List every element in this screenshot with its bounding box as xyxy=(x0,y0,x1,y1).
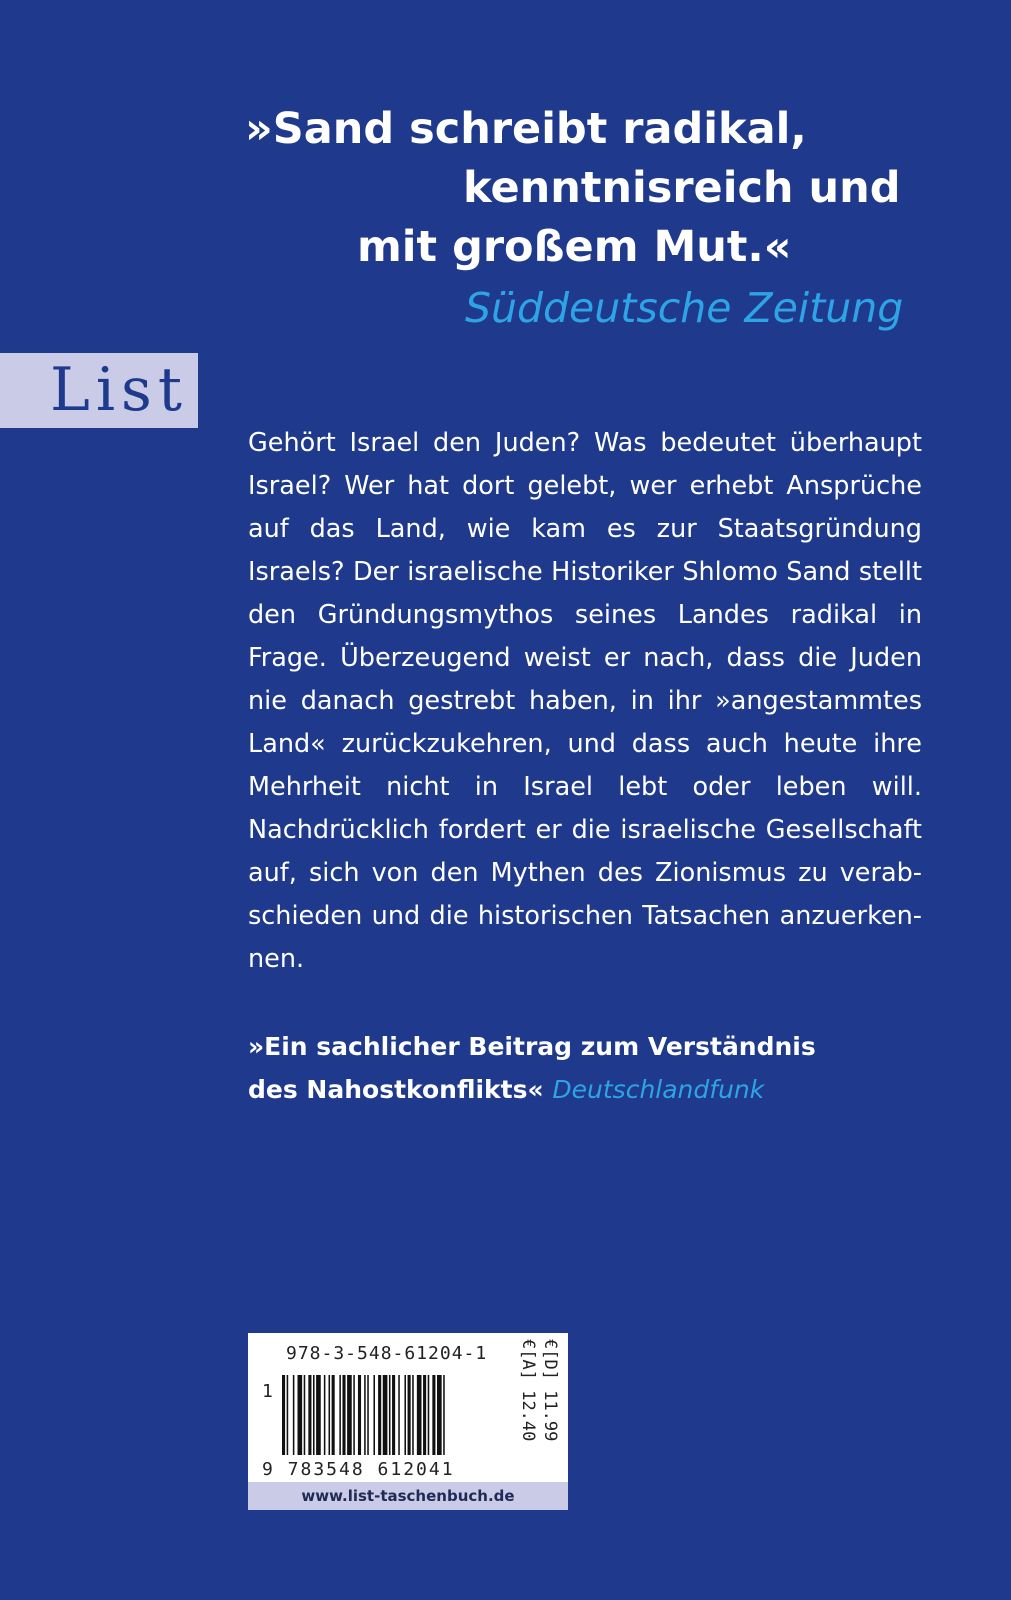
praise-line-2-text: des Nahostkonflikts« xyxy=(248,1075,544,1104)
barcode-bar xyxy=(304,1375,306,1455)
blurb-line: Nachdrücklich fordert er die israelische Gesellschaft xyxy=(248,815,922,845)
barcode-bar xyxy=(324,1375,326,1455)
barcode-bar xyxy=(347,1375,352,1455)
barcode-bar xyxy=(313,1375,315,1455)
barcode-bar xyxy=(392,1375,395,1455)
barcode-bar xyxy=(367,1375,369,1455)
price-at xyxy=(517,1339,539,1469)
barcode-bar xyxy=(308,1375,311,1455)
barcode-bar xyxy=(443,1375,445,1455)
barcode-bar xyxy=(398,1375,400,1455)
quote-line-1: »Sand schreibt radikal, xyxy=(245,104,807,154)
blurb-line: Israel? Wer hat dort gelebt, wer erhebt Ansprüche xyxy=(248,471,922,501)
isbn-number: 978-3-548-61204-1 xyxy=(286,1343,488,1364)
praise-line-1: »Ein sachlicher Beitrag zum Verständnis xyxy=(248,1032,816,1061)
barcode-bar xyxy=(358,1375,361,1455)
barcode-bar xyxy=(332,1375,335,1455)
barcode-bar xyxy=(316,1375,321,1455)
quote-line-2: kenntnisreich und xyxy=(463,163,901,213)
barcode-bar xyxy=(432,1375,435,1455)
price-de xyxy=(539,1339,561,1469)
barcode-bar xyxy=(383,1375,388,1455)
barcode-icon xyxy=(262,1369,512,1479)
barcode-bar xyxy=(364,1375,366,1455)
barcode-ean-text: 9 783548 612041 xyxy=(262,1459,455,1479)
blurb-line: auf, sich von den Mythen des Zionismus zu verab- xyxy=(248,858,922,888)
price-de-value: 11.99 xyxy=(540,1390,560,1442)
publisher-logo: List xyxy=(0,353,198,428)
blurb-line: schieden und die historischen Tatsachen anzuerken- xyxy=(248,901,922,931)
barcode-bar xyxy=(437,1375,442,1455)
barcode-panel xyxy=(248,1333,568,1510)
website-url[interactable]: www.list-taschenbuch.de xyxy=(248,1482,568,1510)
quote-source: Süddeutsche Zeitung xyxy=(465,284,904,332)
barcode-bar xyxy=(412,1375,414,1455)
barcode-bar xyxy=(404,1375,406,1455)
blurb-line: Gehört Israel den Juden? Was bedeutet überhaupt xyxy=(248,428,922,458)
barcode-bar xyxy=(373,1375,375,1455)
barcode-bar xyxy=(298,1375,303,1455)
barcode-bar xyxy=(423,1375,426,1455)
price-at-value: 12.40 xyxy=(518,1390,538,1442)
blurb-line: Mehrheit nicht in Israel lebt oder leben will. xyxy=(248,772,922,802)
barcode-bar xyxy=(428,1375,430,1455)
blurb-line: Land« zurückzukehren, und dass auch heute ihre xyxy=(248,729,922,759)
blurb-text xyxy=(248,422,922,981)
barcode-bar xyxy=(282,1375,285,1455)
praise-quote xyxy=(248,1025,922,1111)
barcode-bar xyxy=(353,1375,355,1455)
barcode-bar xyxy=(417,1375,422,1455)
price-block xyxy=(513,1339,561,1469)
blurb-line: den Gründungsmythos seines Landes radikal in xyxy=(248,600,922,630)
barcode-bar xyxy=(287,1375,289,1455)
blurb-line: nen. xyxy=(248,944,305,974)
blurb-line: auf das Land, wie kam es zur Staatsgründung xyxy=(248,514,922,544)
price-de-label: €[D] xyxy=(540,1339,560,1380)
quote-line-3: mit großem Mut.« xyxy=(357,222,792,272)
blurb-line: Israels? Der israelische Historiker Shlomo Sand stellt xyxy=(248,557,922,587)
praise-source: Deutschlandfunk xyxy=(552,1075,765,1104)
blurb-line: Frage. Überzeugend weist er nach, dass die Juden xyxy=(248,643,922,673)
barcode-bar xyxy=(293,1375,295,1455)
price-at-label: €[A] xyxy=(518,1339,538,1380)
barcode-bar xyxy=(329,1375,331,1455)
barcode-bar xyxy=(339,1375,341,1455)
barcode-bar xyxy=(408,1375,411,1455)
barcode-bar xyxy=(342,1375,345,1455)
press-quote xyxy=(245,100,905,338)
barcode-first-digit: 1 xyxy=(262,1381,273,1402)
barcode-bar xyxy=(389,1375,391,1455)
barcode-bar xyxy=(378,1375,381,1455)
blurb-line: nie danach gestrebt haben, in ihr »angestammtes xyxy=(248,686,922,716)
praise-line-2 xyxy=(248,1068,922,1111)
